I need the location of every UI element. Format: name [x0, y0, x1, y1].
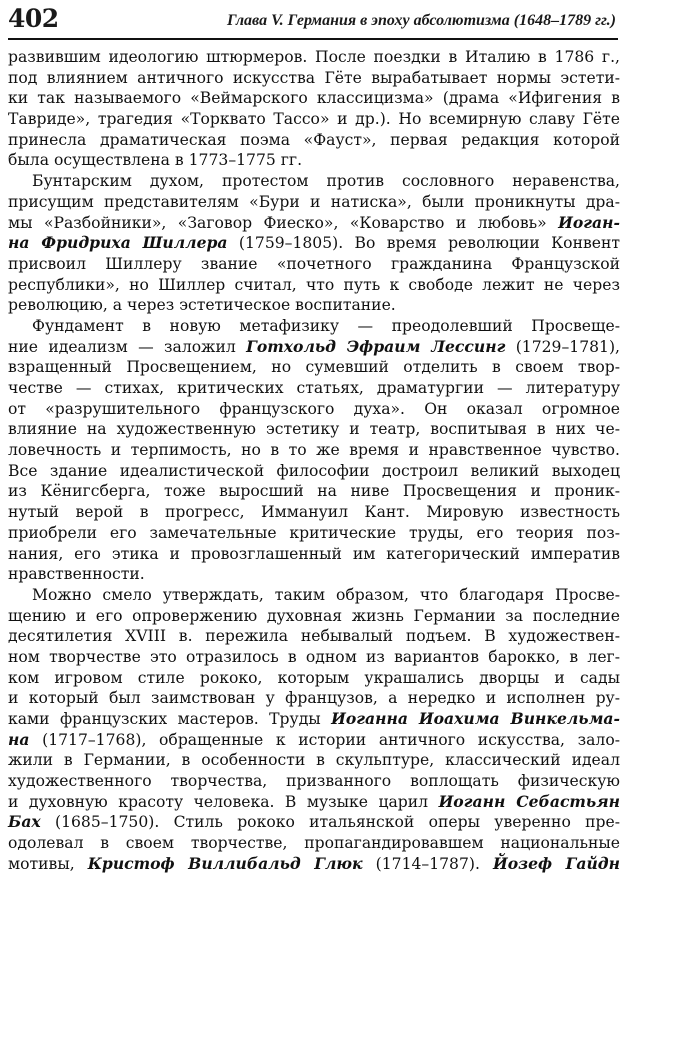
- text-line: [8, 730, 620, 751]
- person-name: на Фридриха Шиллера: [8, 233, 228, 253]
- text-line: [8, 544, 620, 565]
- text-line: [8, 337, 620, 358]
- text-line: [8, 606, 620, 627]
- paragraph: [8, 47, 620, 171]
- text-run: щению и его опровержению духовная жизнь Германии за последние: [8, 606, 620, 625]
- text-run: присущим представителям «Бури и натиска», были проникнуты дра-: [8, 192, 620, 211]
- person-name: Кристоф Виллибальд Глюк: [87, 853, 363, 873]
- text-line: [8, 833, 620, 854]
- text-run: Можно смело утверждать, таким образом, что благодаря Просве-: [32, 585, 620, 604]
- text-run: революцию, а через эстетическое воспитание.: [8, 296, 396, 315]
- text-line: [8, 68, 620, 89]
- text-run: республики», но Шиллер считал, что путь к свободе лежит не через: [8, 275, 620, 294]
- page-number: 402: [8, 4, 59, 33]
- text-run: Фундамент в новую метафизику — преодолевший Просвеще-: [32, 316, 620, 335]
- paragraph: [8, 585, 620, 875]
- text-line: [8, 109, 620, 130]
- text-line: [8, 440, 620, 461]
- text-line: [8, 771, 620, 792]
- text-line: [8, 192, 620, 213]
- text-run: (1717–1768), обращенные к истории античного искусства, зало-: [29, 730, 620, 749]
- text-line: [8, 750, 620, 771]
- running-head: [8, 4, 616, 38]
- chapter-title: Глава V. Германия в эпоху абсолютизма (1648–1789 гг.): [227, 12, 616, 29]
- text-run: ном творчестве это отразилось в одном из вариантов барокко, в лег-: [8, 647, 620, 666]
- text-run: под влиянием античного искусства Гёте вырабатывает нормы эстети-: [8, 68, 620, 87]
- text-run: (1729–1781),: [505, 337, 620, 356]
- paragraph: [8, 316, 620, 585]
- text-run: ки так называемого «Веймарского классицизма» (драма «Ифигения в: [8, 89, 620, 108]
- text-line: [8, 150, 620, 171]
- text-line: [8, 254, 620, 275]
- text-run: нания, его этика и провозглашенный им категорический императив: [8, 544, 620, 563]
- text-line: [8, 626, 620, 647]
- text-line: [8, 399, 620, 420]
- text-line: [8, 854, 620, 875]
- text-run: ком игровом стиле рококо, которым украшались дворцы и сады: [8, 668, 620, 687]
- person-name: Бах: [8, 812, 41, 832]
- text-line: [8, 481, 620, 502]
- text-line: [8, 88, 620, 109]
- text-line: [8, 585, 620, 606]
- text-line: [8, 357, 620, 378]
- text-line: [8, 316, 620, 337]
- text-run: честве — стихах, критических статьях, драматургии — литературу: [8, 379, 620, 397]
- text-run: (1759–1805). Во время революции Конвент: [227, 234, 620, 253]
- text-run: десятилетия XVIII в. пережила небывалый подъем. В художествен-: [8, 627, 620, 646]
- text-line: [8, 792, 620, 813]
- text-line: [8, 130, 620, 151]
- person-name: Йозеф Гайдн: [492, 853, 620, 873]
- text-run: была осуществлена в 1773–1775 гг.: [8, 151, 303, 170]
- text-line: [8, 213, 620, 234]
- text-line: [8, 295, 620, 316]
- text-run: из Кёнигсберга, тоже выросший на ниве Просвещения и проник-: [8, 482, 620, 501]
- paragraph: [8, 171, 620, 316]
- text-line: [8, 419, 620, 440]
- text-line: [8, 171, 620, 192]
- body-text: [8, 47, 620, 875]
- text-run: принесла драматическая поэма «Фауст», первая редакция которой: [8, 130, 620, 149]
- text-line: [8, 564, 620, 585]
- text-line: [8, 647, 620, 668]
- text-run: влияние на художественную эстетику и театр, воспитывая в них че-: [8, 420, 620, 439]
- text-run: мотивы,: [8, 854, 88, 873]
- text-run: жили в Германии, в особенности в скульптуре, классический идеал: [8, 751, 620, 770]
- text-run: и который был заимствован у французов, а нередко и исполнен ру-: [8, 689, 620, 708]
- person-name: Иоганна Иоахима Винкельма-: [331, 709, 620, 728]
- text-line: [8, 47, 620, 68]
- text-run: от «разрушительного французского духа». Он оказал огромное: [8, 399, 620, 418]
- text-run: ловечность и терпимость, но в то же время и нравственное чувство.: [8, 441, 620, 460]
- text-run: приобрели его замечательные критические труды, его теория поз-: [8, 523, 620, 542]
- text-line: [8, 523, 620, 544]
- person-name: Иоганн Себастьян: [438, 791, 620, 811]
- text-line: [8, 709, 620, 730]
- text-line: [8, 812, 620, 833]
- text-line: [8, 233, 620, 254]
- text-line: [8, 688, 620, 709]
- text-run: Все здание идеалистической философии достроил великий выходец: [8, 461, 620, 480]
- text-line: [8, 502, 620, 523]
- text-run: ками французских мастеров. Труды: [8, 710, 332, 728]
- text-run: (1685–1750). Стиль рококо итальянской оперы уверенно пре-: [40, 813, 620, 832]
- text-run: взращенный Просвещением, но сумевший отделить в своем твор-: [8, 358, 620, 377]
- text-line: [8, 668, 620, 689]
- person-name: Иоган-: [558, 212, 620, 232]
- text-run: одолевал в своем творчестве, пропагандировавшем национальные: [8, 834, 620, 853]
- person-name: на: [8, 729, 30, 749]
- text-run: нравственности.: [8, 565, 145, 584]
- text-run: развившим идеологию штюрмеров. После поездки в Италию в 1786 г.,: [8, 48, 620, 66]
- text-run: нутый верой в прогресс, Иммануил Кант. Мировую известность: [8, 503, 620, 522]
- text-line: [8, 461, 620, 482]
- text-line: [8, 378, 620, 399]
- text-run: присвоил Шиллеру звание «почетного гражданина Французской: [8, 254, 620, 273]
- text-run: и духовную красоту человека. В музыке царил: [8, 792, 439, 811]
- text-line: [8, 275, 620, 296]
- text-run: мы «Разбойники», «Заговор Фиеско», «Коварство и любовь»: [8, 213, 559, 232]
- text-run: художественного творчества, призванного воплощать физическую: [8, 772, 620, 791]
- text-run: Тавриде», трагедия «Торквато Тассо» и др.). Но всемирную славу Гёте: [8, 110, 620, 129]
- text-run: ние идеализм — заложил: [8, 337, 247, 356]
- text-run: (1714–1787).: [362, 854, 493, 873]
- person-name: Готхольд Эфраим Лессинг: [246, 336, 506, 356]
- text-run: Бунтарским духом, протестом против сословного неравенства,: [32, 172, 620, 191]
- header-rule: [8, 38, 618, 40]
